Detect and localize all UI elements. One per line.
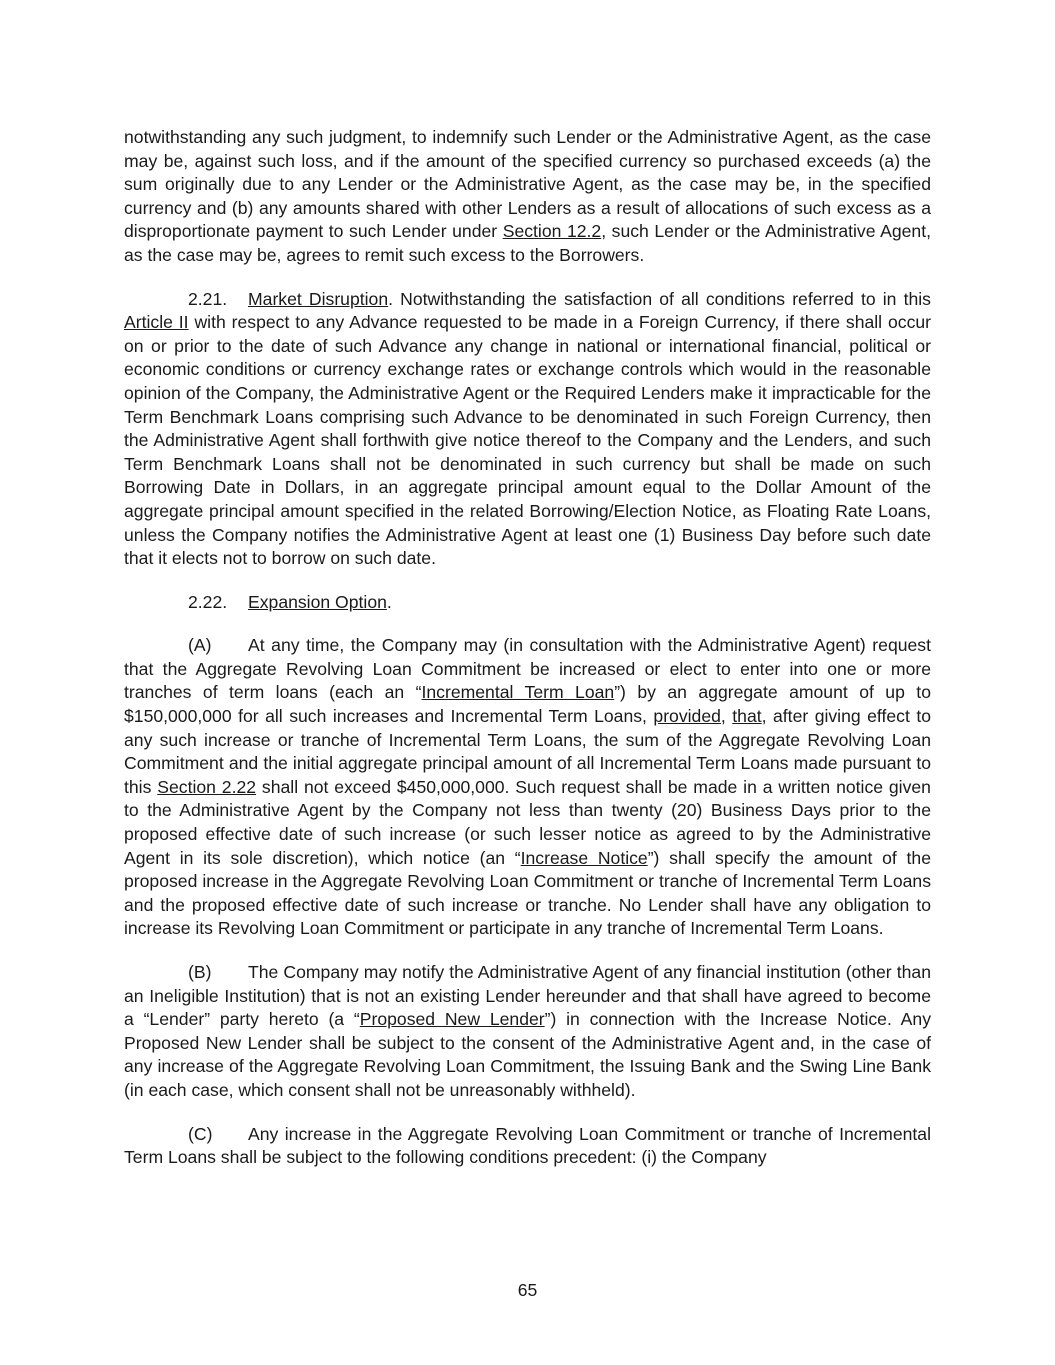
article-ii-reference: Article II — [124, 312, 189, 333]
clause-a-paragraph: (A) At any time, the Company may (in consultation with the Administrative Agent) request that the Aggregate Revolving Loan Commitment be increased or elect to enter into one or more tranches of term loans (each an “Incremental Term Loan”) by an aggregate amount of up to $150,000,000 for all such increases and Incremental Term Loans, provided, that, after giving effect to any such increase or tranche of Incremental Term Loans, the sum of the Aggregate Revolving Loan Commitment and the initial aggregate principal amount of all Incremental Term Loans made pursuant to this Section 2.22 shall not exceed $450,000,000. Such request shall be made in a written notice given to the Administrative Agent by the Company not less than twenty (20) Business Days prior to the proposed effective date of such increase (or such lesser notice as agreed to by the Administrative Agent in its sole discretion), which notice (an “Increase Notice”) shall specify the amount of the proposed increase in the Aggregate Revolving Loan Commitment or tranche of Incremental Term Loans and the proposed effective date of such increase or tranche. No Lender shall have any obligation to increase its Revolving Loan Commitment or participate in any tranche of Incremental Term Loans. — [124, 635, 932, 939]
provided-keyword: provided — [653, 706, 721, 727]
defined-term: Increase Notice — [520, 847, 648, 868]
section-2-22-heading: 2.22. Expansion Option. — [124, 591, 931, 615]
section-2-22-reference: Section 2.22 — [157, 776, 257, 797]
paragraph-continuation: notwithstanding any such judgment, to indemnify such Lender or the Administrative Agent, as the case may be, against such loss, and if the amount of the specified currency so purchased exceeds (a) the sum originally due to any Lender or the Administrative Agent, as the case may be, in the specified currency and (b) any amounts shared with other Lenders as a result of allocations of such excess as a disproportionate payment to such Lender under Section 12.2, such Lender or the Administrative Agent, as the case may be, agrees to remit such excess to the Borrowers. — [124, 127, 931, 265]
page-number: 65 — [517, 1280, 538, 1300]
that-keyword: that — [732, 706, 762, 727]
clause-label: (B) — [188, 962, 212, 982]
section-number: 2.22. — [188, 591, 228, 612]
section-number: 2.21. — [188, 288, 228, 309]
defined-term: Proposed New Lender — [359, 1009, 545, 1030]
section-title: Expansion Option — [248, 591, 387, 612]
section-2-21-paragraph: 2.21. Market Disruption. Notwithstanding the satisfaction of all conditions referred to in this Article II with respect to any Advance requested to be made in a Foreign Currency, if there shall occur on or prior to the date of such Advance any change in national or international financial, political or economic conditions or currency exchange rates or exchange controls which would in the reasonable opinion of the Company, the Administrative Agent or the Required Lenders make it impracticable for the Term Benchmark Loans comprising such Advance to be denominated in such Foreign Currency, then the Administrative Agent shall forthwith give notice thereof to the Company and the Lenders, and such Term Benchmark Loans shall not be denominated in such currency but shall be made on such Borrowing Date in Dollars, in an aggregate principal amount equal to the Dollar Amount of the aggregate principal amount specified in the related Borrowing/Election Notice, as Floating Rate Loans, unless the Company notifies the Administrative Agent at least one (1) Business Day before such date that it elects not to borrow on such date. — [124, 288, 932, 569]
clause-b-paragraph: (B) The Company may notify the Administrative Agent of any financial institution (other than an Ineligible Institution) that is not an existing Lender hereunder and that shall have agreed to become a “Lender” party hereto (a “Proposed New Lender”) in connection with the Increase Notice. Any Proposed New Lender shall be subject to the consent of the Administrative Agent and, in the case of any increase of the Aggregate Revolving Loan Commitment, the Issuing Bank and the Swing Line Bank (in each case, which consent shall not be unreasonably withheld). — [124, 962, 931, 1100]
clause-c-paragraph: (C) Any increase in the Aggregate Revolving Loan Commitment or tranche of Incremental Term Loans shall be subject to the following conditions precedent: (i) the Company — [124, 1123, 931, 1168]
clause-label: (C) — [188, 1123, 213, 1144]
document-page — [124, 126, 931, 1170]
section-title: Market Disruption — [248, 288, 389, 309]
clause-label: (A) — [188, 635, 212, 656]
defined-term: Incremental Term Loan — [421, 682, 615, 703]
section-12-2-reference: Section 12.2 — [502, 221, 602, 242]
